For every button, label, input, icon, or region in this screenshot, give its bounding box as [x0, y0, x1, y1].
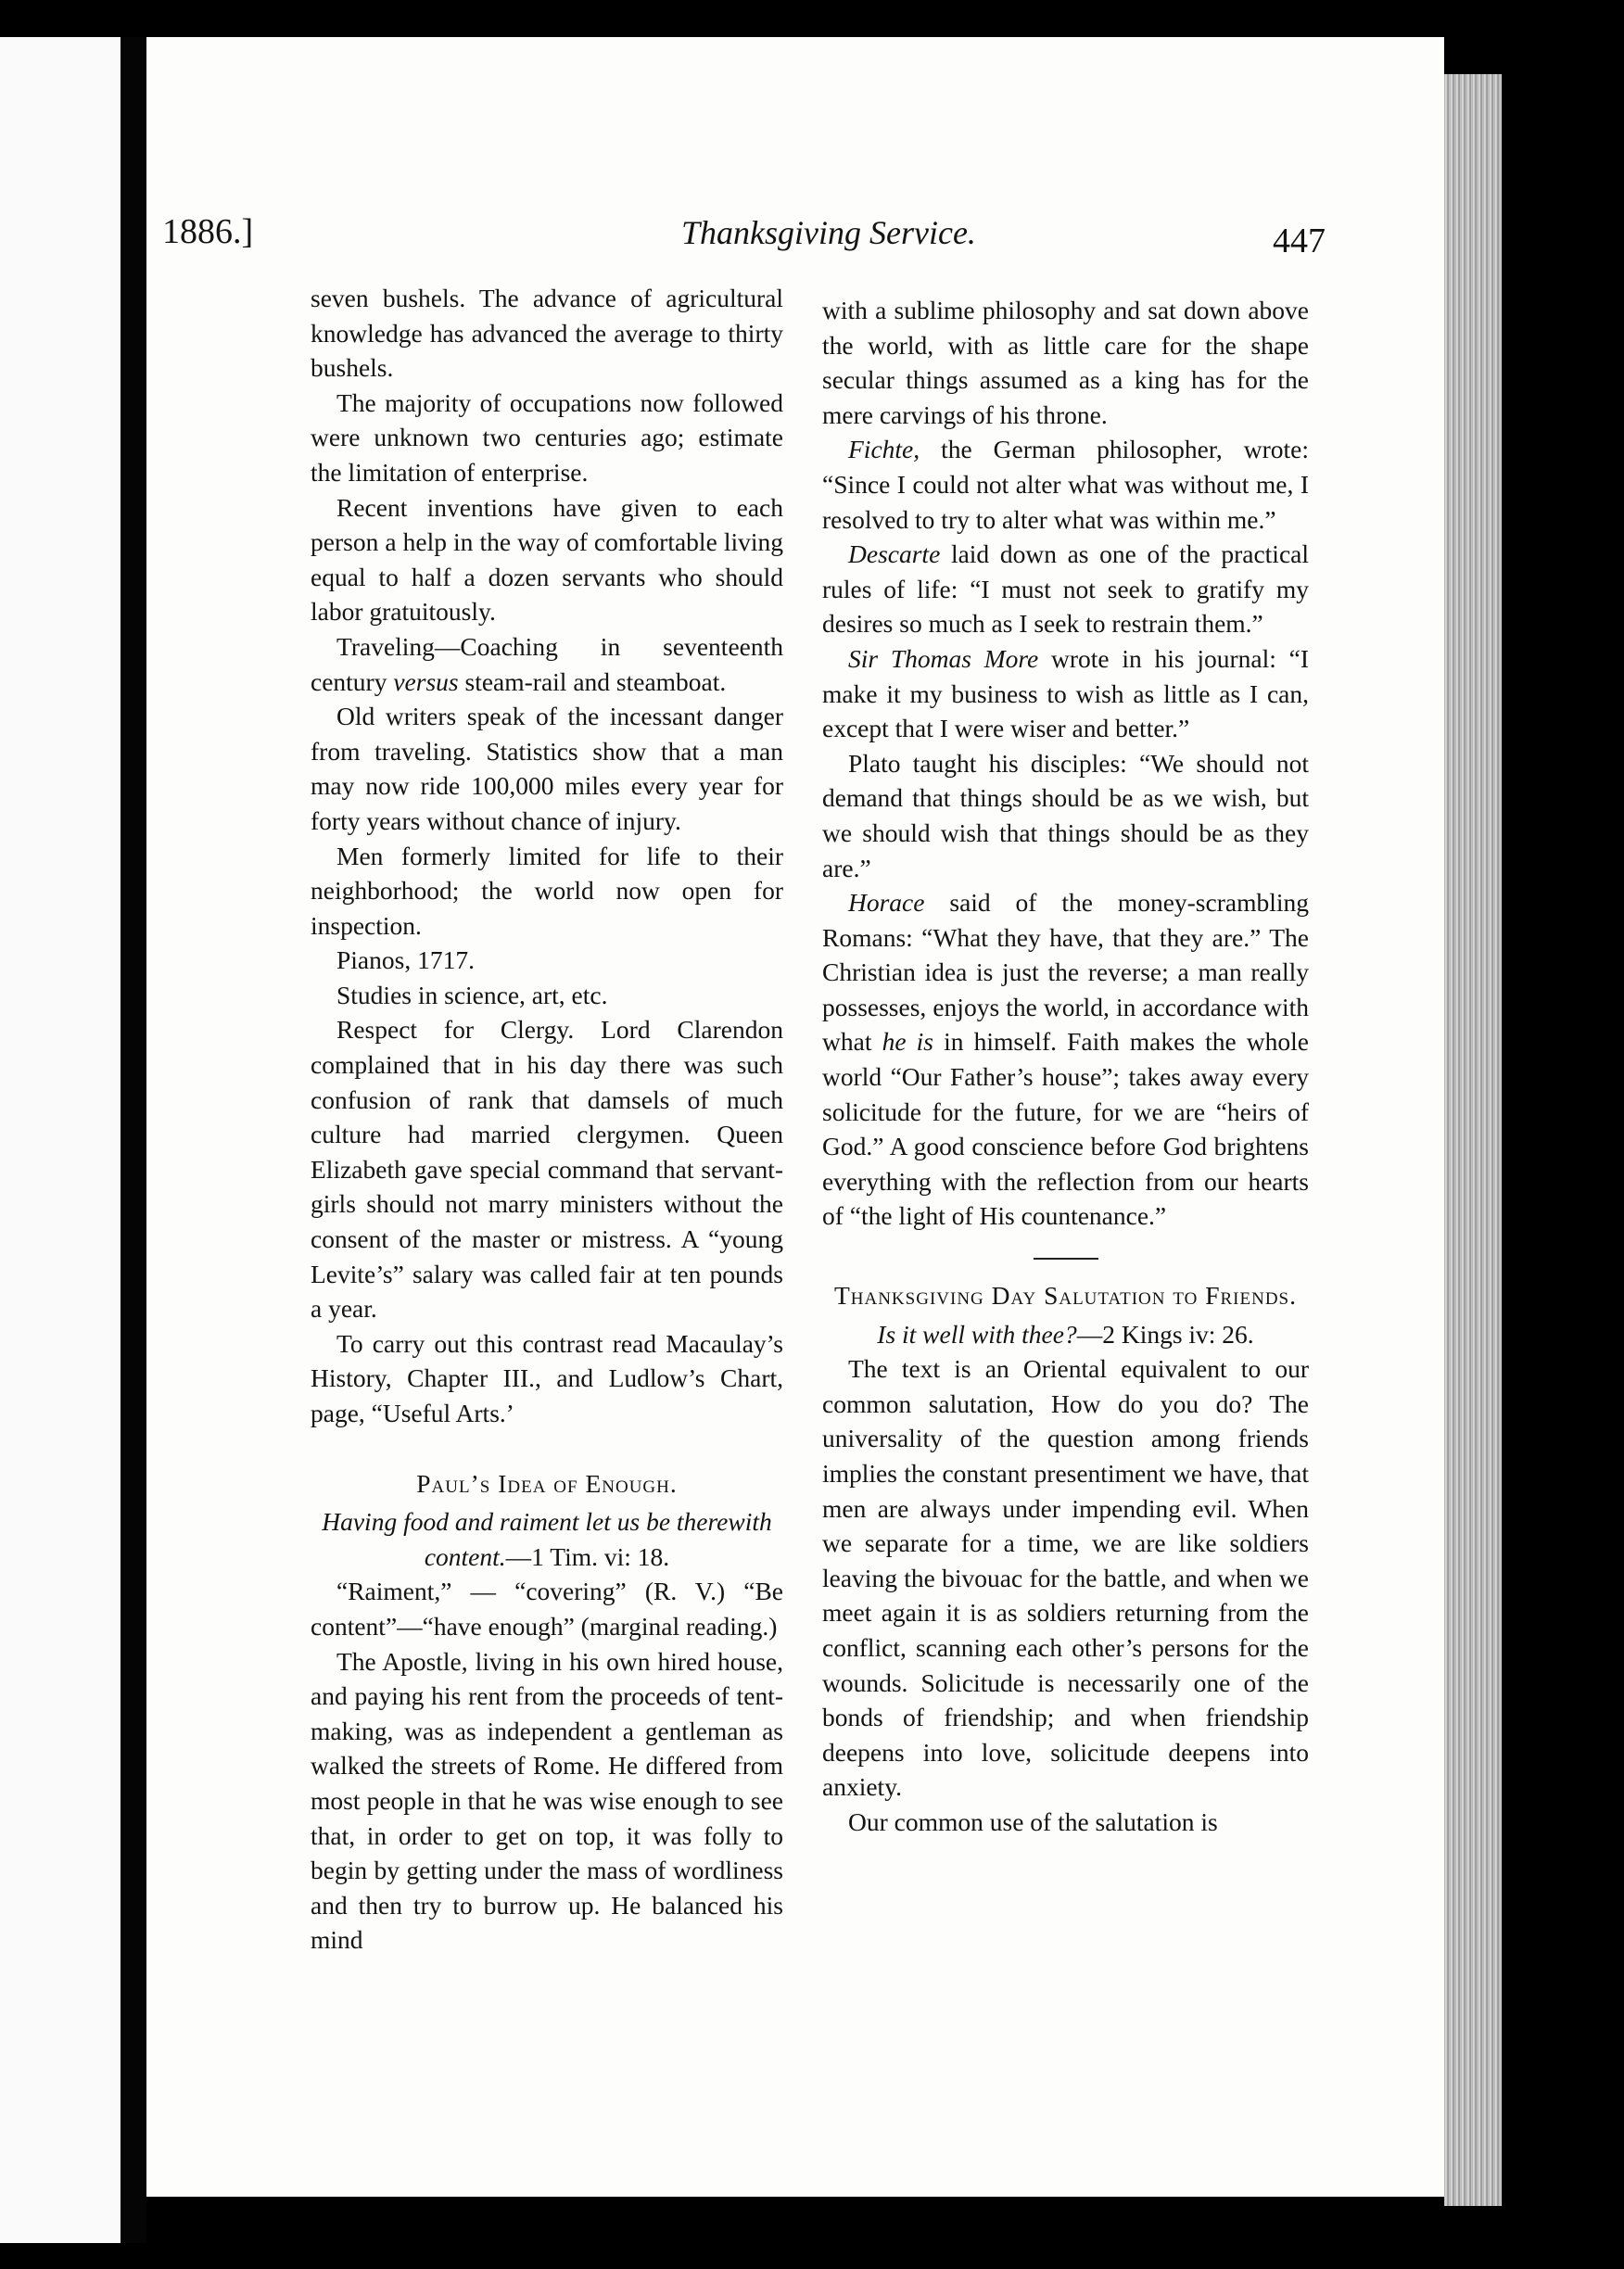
paragraph: [311, 629, 783, 699]
paragraph: The majority of occupations now followed were unknown two centuries ago; estimate the limitation of enterprise.: [311, 387, 783, 487]
name-fichte: Fichte,: [848, 435, 920, 464]
text-run: steam-rail and steamboat.: [458, 666, 727, 696]
text-run: said of the money-scrambling Romans: “What they have, that they are.” The Christian idea is just the reverse; a man really possesses, enjoys the world, in accordance with what: [822, 888, 1309, 1057]
page-block-edge: [1444, 74, 1502, 2206]
running-header: [162, 204, 1326, 269]
epigraph-text: Having food and raiment let us be therewith content.: [322, 1507, 772, 1571]
book-spine: [121, 37, 146, 2243]
epigraph-reference: —2 Kings iv: 26.: [1076, 1319, 1254, 1349]
text-run: Traveling—Coaching in seventeenth century: [311, 631, 783, 696]
facing-page-edge: [0, 37, 121, 2243]
paragraph: “Raiment,” — “covering” (R. V.) “Be content”—“have enough” (marginal reading.): [311, 1577, 783, 1641]
paragraph: The Apostle, living in his own hired house, and paying his rent from the proceeds of tent-making, was as independent a gentleman as walked the streets of Rome. He differed from most people in that he was wise enough to see that, in order to get on top, it was folly to begin by getting under the mass of wordliness and then try to burrow up. He balanced his mind: [311, 1646, 783, 1955]
left-column: [311, 281, 783, 1958]
section-heading-thanksgiving-salutation: Thanksgiving Day Salutation to Friends.: [833, 1281, 1298, 1311]
paragraph: with a sublime philosophy and sat down above the world, with as little care for the shape secular things assumed as a king has for the mere carvings of his throne.: [822, 296, 1309, 429]
paragraph: Studies in science, art, etc.: [336, 980, 608, 1009]
page-number: 447: [1273, 222, 1326, 260]
paragraph: To carry out this contrast read Macaulay’s History, Chapter III., and Ludlow’s Chart, page, “Useful Arts.’: [311, 1328, 783, 1427]
paragraph: [822, 537, 1309, 641]
text-run: laid down as one of the practical rules of life: “I must not seek to gratify my desires so much as I seek to restrain them.”: [822, 539, 1309, 639]
paragraph: Pianos, 1717.: [336, 945, 475, 975]
section-heading-pauls-idea: Paul’s Idea of Enough.: [416, 1468, 678, 1498]
header-year: 1886.]: [162, 212, 254, 251]
right-column: [822, 293, 1309, 1840]
name-thomas-more: Sir Thomas More: [848, 643, 1039, 673]
epigraph: [311, 1504, 783, 1574]
text-run: the German philosopher, wrote: “Since I could not alter what was without me, I resolved to try to alter what was within me.”: [822, 435, 1309, 534]
spacer: [311, 1431, 783, 1448]
section-divider: [1034, 1258, 1098, 1260]
paragraph: [822, 641, 1309, 746]
name-descarte: Descarte: [848, 539, 941, 569]
name-horace: Horace: [848, 888, 925, 918]
text-run: wrote in his journal: “I make it my business to wish as little as I can, except that I were wiser and better.”: [822, 643, 1309, 743]
epigraph-text: Is it well with thee?: [877, 1319, 1077, 1349]
paragraph: Recent inventions have given to each person a help in the way of comfortable living equal to half a dozen servants who should labor gratuitously.: [311, 492, 783, 627]
emphasis-versus: versus: [393, 666, 459, 696]
paragraph: [822, 432, 1309, 537]
header-title: Thanksgiving Service.: [681, 214, 976, 251]
paragraph: Men formerly limited for life to their neighborhood; the world now open for inspection.: [311, 841, 783, 940]
scan-right-margin: [1502, 0, 1624, 2269]
paragraph: Our common use of the salutation is: [848, 1806, 1218, 1836]
epigraph: [822, 1317, 1309, 1352]
emphasis-he-is: he is: [882, 1027, 933, 1057]
text-run: in himself. Faith makes the whole world “Our Father’s house”; takes away every solicitude for the future, for we are “heirs of God.” A good conscience before God brightens everything with the reflection from our hearts of “the light of His countenance.”: [822, 1027, 1309, 1231]
paragraph: Old writers speak of the incessant danger from traveling. Statistics show that a man may now ride 100,000 miles every year for forty years without chance of injury.: [311, 702, 783, 835]
epigraph-reference: —1 Tim. vi: 18.: [505, 1541, 670, 1571]
paragraph: seven bushels. The advance of agricultural knowledge has advanced the average to thirty bushels.: [311, 284, 783, 383]
paragraph: Plato taught his disciples: “We should not demand that things should be as we wish, but we should wish that things should be as they are.”: [822, 748, 1309, 882]
paragraph: [822, 885, 1309, 1234]
paragraph: Respect for Clergy. Lord Clarendon complained that in his day there was such confusion of rank that damsels of much culture had married clergymen. Queen Elizabeth gave special command that servant-girls should not marry ministers without the consent of the master or mistress. A “young Levite’s” salary was called fair at ten pounds a year.: [311, 1015, 783, 1324]
paragraph: The text is an Oriental equivalent to our common salutation, How do you do? The universality of the question among friends implies the constant presentiment we have, that men are always under impending evil. When we separate for a time, we are like soldiers leaving the bivouac for the battle, and when we meet again it is as soldiers returning from the conflict, scanning each other’s persons for the wounds. Solicitude is necessarily one of the bonds of friendship; and when friendship deepens into love, solicitude deepens into anxiety.: [822, 1354, 1309, 1802]
